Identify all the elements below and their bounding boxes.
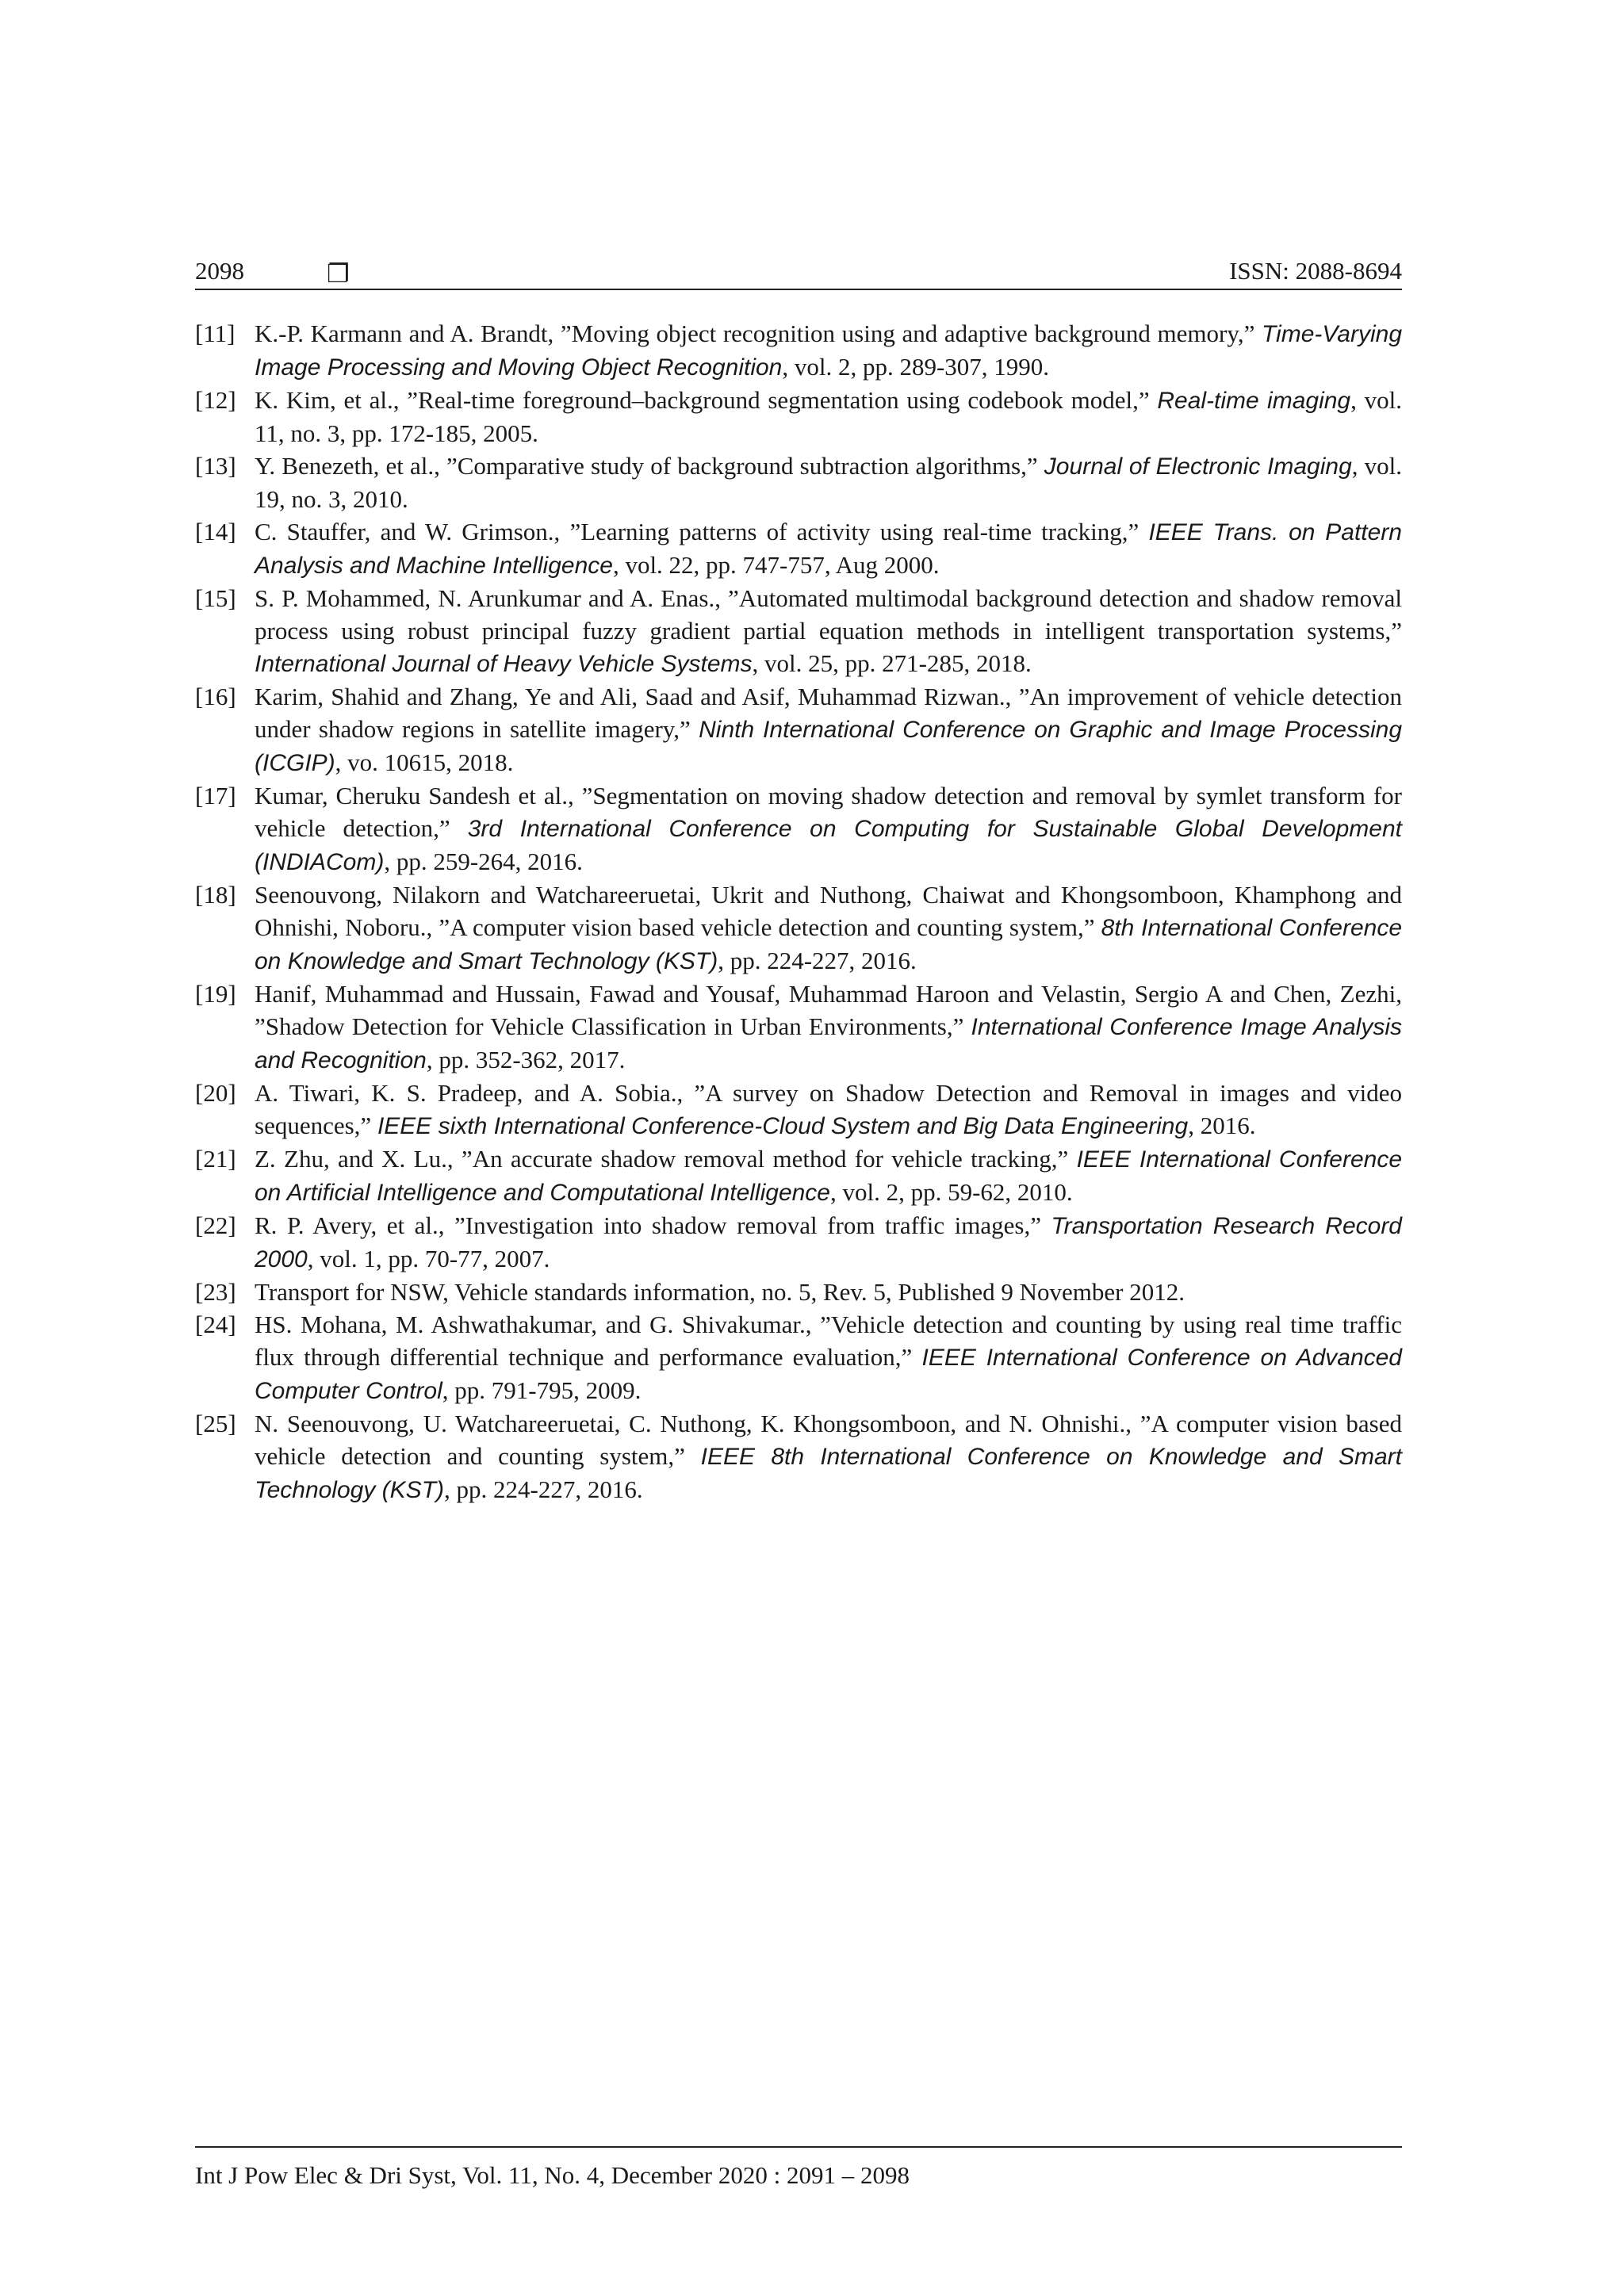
reference-venue: Ninth International Conference on Graphic and Image Processing (ICGIP) [255,717,1402,776]
reference-venue: IEEE Trans. on Pattern Analysis and Machine Intelligence [255,519,1402,579]
reference-number: [24] [195,1311,236,1338]
reference-item [195,1276,1402,1308]
reference-number: [23] [195,1278,236,1306]
reference-text: Hanif, Muhammad and Hussain, Fawad and Yousaf, Muhammad Haroon and Velastin, Sergio A and Chen, Zezhi, ”Shadow Detection for Vehicle Classification in Urban Environments,” [255,980,1402,1040]
reference-number: [14] [195,518,236,545]
reference-details: , pp. 352-362, 2017. [426,1046,626,1073]
reference-number: [13] [195,452,236,480]
reference-venue: IEEE 8th International Conference on Knowledge and Smart Technology (KST) [255,1444,1402,1503]
reference-item [195,878,1402,978]
reference-venue: Real-time imaging [1157,388,1351,414]
page-number: 2098 [195,257,244,285]
reference-details: , vo. 10615, 2018. [335,748,514,776]
reference-text: R. P. Avery, et al., ”Investigation into shadow removal from traffic images,” [255,1211,1051,1239]
footer-rule [195,2146,1402,2148]
reference-item [195,582,1402,680]
reference-venue: IEEE International Conference on Artificial Intelligence and Computational Intelligence [255,1146,1403,1206]
reference-details: , pp. 791-795, 2009. [442,1376,642,1404]
reference-venue: IEEE International Conference on Advanced Computer Control [255,1345,1402,1404]
reference-text: Seenouvong, Nilakorn and Watchareeruetai, Ukrit and Nuthong, Chaiwat and Khongsomboon, Khamphong and Ohnishi, Noboru., ”A computer vision based vehicle detection and counting system,” [255,881,1402,941]
reference-item [195,1407,1402,1506]
reference-number: [12] [195,386,236,414]
reference-number: [22] [195,1211,236,1239]
reference-number: [19] [195,980,236,1008]
reference-text: Karim, Shahid and Zhang, Ye and Ali, Saad and Asif, Muhammad Rizwan., ”An improvement of vehicle detection under shadow regions in satellite imagery,” [255,683,1402,743]
reference-item [195,1308,1402,1407]
reference-details: , pp. 259-264, 2016. [384,848,583,875]
reference-details: , pp. 224-227, 2016. [444,1475,643,1503]
reference-text: Kumar, Cheruku Sandesh et al., ”Segmentation on moving shadow detection and removal by symlet transform for vehicle detection,” [255,782,1402,842]
reference-venue: 3rd International Conference on Computing for Sustainable Global Development (INDIACom) [255,816,1402,875]
reference-number: [20] [195,1079,236,1107]
issn-label: ISSN: 2088-8694 [1229,257,1402,285]
reference-details: , 2016. [1188,1112,1256,1139]
reference-number: [11] [195,320,236,347]
reference-number: [16] [195,683,236,710]
reference-text: Transport for NSW, Vehicle standards information, no. 5, Rev. 5, Published 9 November 2012. [255,1278,1185,1306]
reference-venue: International Journal of Heavy Vehicle Systems [255,651,753,677]
box-icon: ❐ [327,258,350,289]
reference-item [195,317,1402,384]
reference-item [195,515,1402,582]
reference-item [195,1209,1402,1276]
reference-text: N. Seenouvong, U. Watchareeruetai, C. Nuthong, K. Khongsomboon, and N. Ohnishi., ”A computer vision based vehicle detection and counting system,” [255,1410,1402,1470]
reference-item [195,1142,1402,1209]
reference-number: [17] [195,782,236,809]
reference-text: K. Kim, et al., ”Real-time foreground–background segmentation using codebook model,” [255,386,1158,414]
reference-item [195,680,1402,779]
reference-item [195,384,1402,450]
reference-details: , vol. 2, pp. 59-62, 2010. [830,1178,1073,1206]
reference-text: S. P. Mohammed, N. Arunkumar and A. Enas., ”Automated multimodal background detection and shadow removal process using robust principal fuzzy gradient partial equation methods in intelligent transportation systems,” [255,584,1402,645]
reference-text: C. Stauffer, and W. Grimson., ”Learning patterns of activity using real-time tracking,” [255,518,1149,545]
reference-text: Y. Benezeth, et al., ”Comparative study of background subtraction algorithms,” [255,452,1044,480]
reference-venue: International Conference Image Analysis and Recognition [255,1014,1402,1073]
reference-venue: Transportation Research Record 2000 [255,1213,1402,1272]
header-rule [195,289,1402,290]
reference-details: , vol. 2, pp. 289-307, 1990. [782,353,1050,381]
reference-text: A. Tiwari, K. S. Pradeep, and A. Sobia., ”A survey on Shadow Detection and Removal in images and video sequences,” [255,1079,1402,1139]
reference-item [195,1077,1402,1142]
reference-venue: 8th International Conference on Knowledge and Smart Technology (KST) [255,915,1403,974]
reference-details: , vol. 1, pp. 70-77, 2007. [307,1245,550,1272]
reference-text: K.-P. Karmann and A. Brandt, ”Moving object recognition using and adaptive background memory,” [255,320,1262,347]
reference-number: [25] [195,1410,236,1437]
reference-number: [21] [195,1145,236,1173]
reference-item [195,450,1402,515]
reference-number: [15] [195,584,236,612]
page-footer: Int J Pow Elec & Dri Syst, Vol. 11, No. 4, December 2020 : 2091 – 2098 [195,2161,910,2189]
reference-item [195,978,1402,1077]
reference-text: Z. Zhu, and X. Lu., ”An accurate shadow removal method for vehicle tracking,” [255,1145,1077,1173]
reference-number: [18] [195,881,236,909]
reference-details: , vol. 11, no. 3, pp. 172-185, 2005. [255,386,1402,447]
reference-text: HS. Mohana, M. Ashwathakumar, and G. Shivakumar., ”Vehicle detection and counting by using real time traffic flux through differential technique and performance evaluation,” [255,1311,1402,1371]
reference-venue: Journal of Electronic Imaging [1044,453,1352,480]
reference-item [195,779,1402,878]
reference-list [195,317,1402,1506]
reference-venue: Time-Varying Image Processing and Moving Object Recognition [255,321,1402,381]
reference-details: , vol. 25, pp. 271-285, 2018. [752,649,1032,677]
reference-details: , vol. 22, pp. 747-757, Aug 2000. [612,551,940,579]
page-header [195,254,1402,289]
reference-details: , vol. 19, no. 3, 2010. [255,452,1402,513]
reference-details: , pp. 224-227, 2016. [718,947,917,974]
reference-venue: IEEE sixth International Conference-Cloud System and Big Data Engineering [377,1113,1189,1139]
